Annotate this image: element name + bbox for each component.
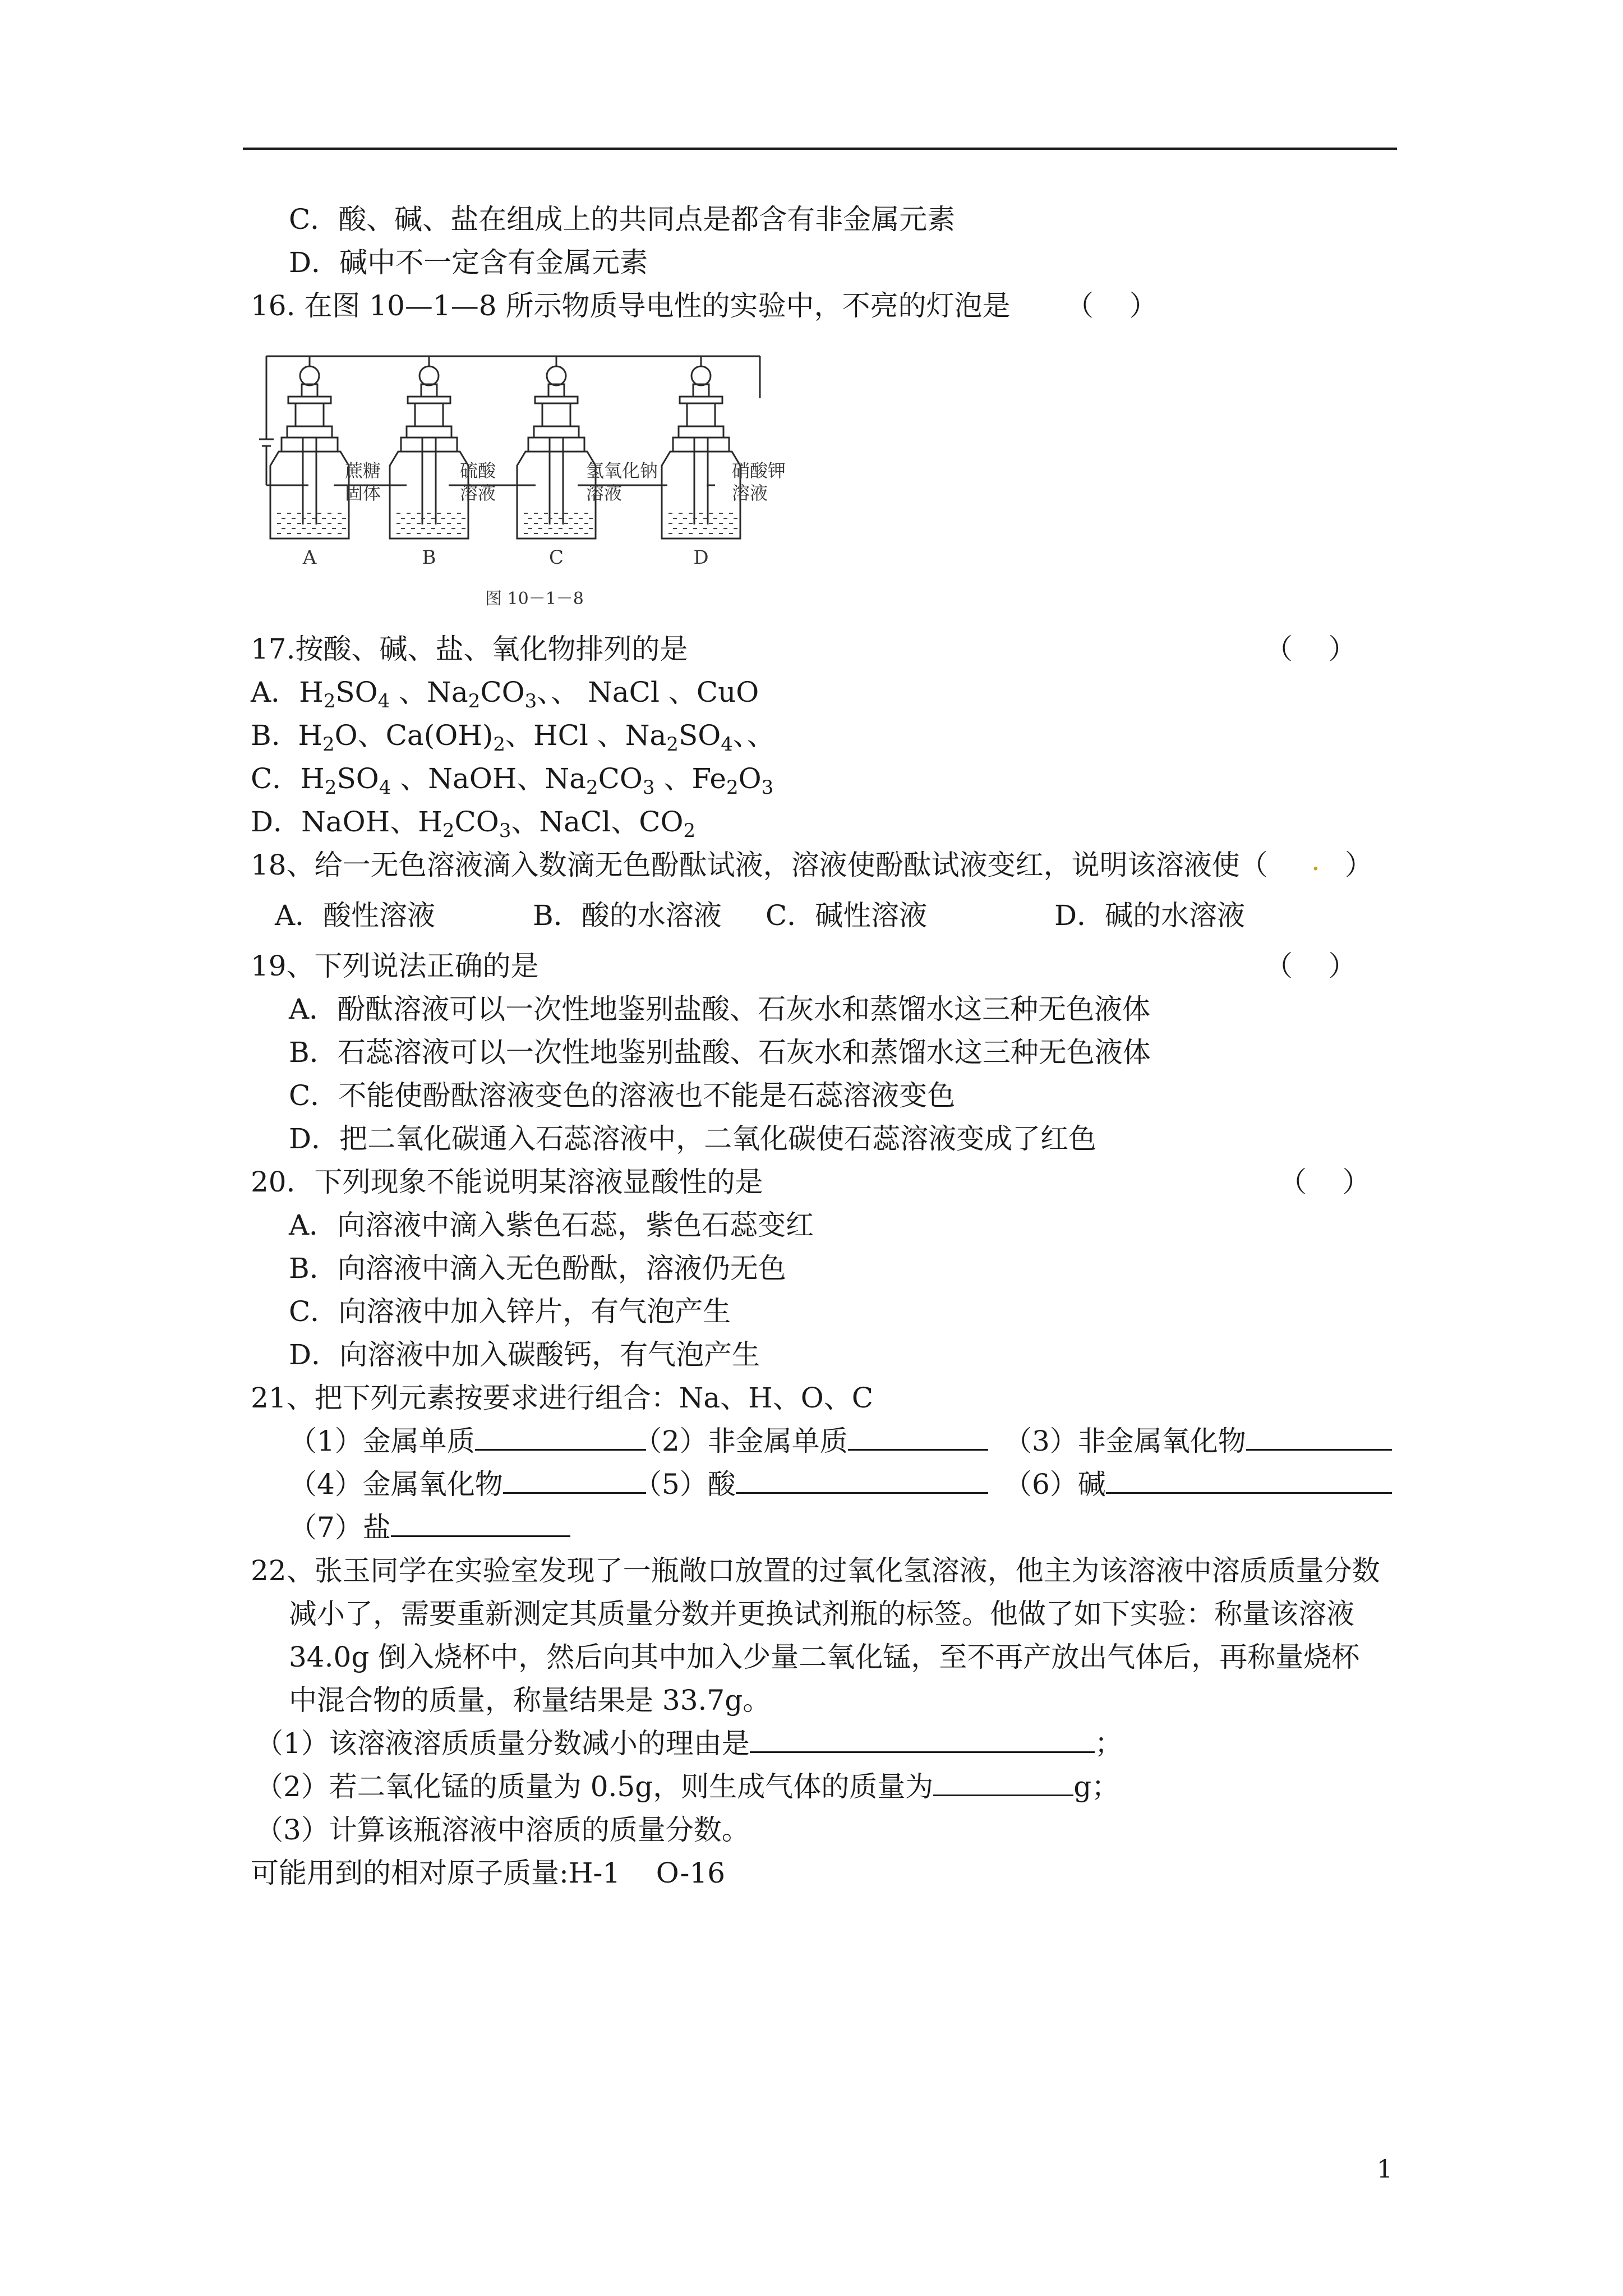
q21-item-6: （6）碱 — [1004, 1467, 1392, 1502]
figure-caption: 图 10－1－8 — [485, 589, 584, 609]
liquid-pattern — [668, 513, 737, 533]
answer-blank[interactable] — [848, 1424, 988, 1451]
bottle-a-text-1: 蔗糖 — [345, 460, 381, 481]
q18-option-b: B．酸的水溶液 — [533, 899, 722, 932]
q17-option-c: C．$H_2SO_4$ 、NaOH、$Na_2CO_3$ 、$Fe_2O_3$ — [251, 762, 774, 799]
q21-item-5: （5）酸 — [634, 1467, 988, 1502]
q21-item-2: （2）非金属单质 — [634, 1424, 988, 1458]
q20-stem: 20．下列现象不能说明某溶液显酸性的是 — [251, 1166, 763, 1198]
q20-option-c: C．向溶液中加入锌片，有气泡产生 — [289, 1295, 731, 1328]
q20-option-b: B．向溶液中滴入无色酚酞，溶液仍无色 — [289, 1252, 786, 1285]
bottle-icon — [270, 426, 349, 539]
bulb-icon — [680, 356, 722, 426]
answer-blank[interactable] — [475, 1424, 646, 1451]
q20-option-d: D．向溶液中加入碳酸钙，有气泡产生 — [289, 1338, 760, 1371]
q18-option-d: D．碱的水溶液 — [1054, 899, 1246, 932]
bottle-label-d: D — [693, 546, 709, 569]
answer-blank[interactable] — [391, 1511, 570, 1537]
q17-option-b: B. $H_2O$、$Ca(OH)_2$、HCl 、$Na_2SO_4$、、 — [251, 719, 775, 756]
q21-item-7: （7）盐 — [289, 1510, 570, 1545]
q17-answer-paren: （ ） — [1265, 633, 1357, 665]
bottle-d-text-1: 硝酸钾 — [732, 460, 786, 481]
q19-option-a: A．酚酞溶液可以一次性地鉴别盐酸、石灰水和蒸馏水这三种无色液体 — [289, 993, 1151, 1025]
page-number: 1 — [1377, 2155, 1393, 2184]
q22-line-2: 减小了，需要重新测定其质量分数并更换试剂瓶的标签。他做了如下实验：称量该溶液 — [289, 1598, 1354, 1630]
liquid-pattern — [396, 513, 465, 533]
bottle-icon — [662, 426, 740, 539]
bottle-b-text-2: 溶液 — [460, 482, 496, 504]
liquid-pattern — [277, 513, 346, 533]
bottle-d-text-2: 溶液 — [732, 482, 768, 504]
q20-answer-paren: （ ） — [1279, 1166, 1371, 1198]
q21-stem: 21、把下列元素按要求进行组合：Na、H、O、C — [251, 1382, 874, 1414]
bottle-c-text-2: 溶液 — [586, 482, 623, 504]
bulb-icon — [288, 356, 331, 426]
q18-dot: . — [1311, 844, 1320, 877]
q15-option-d: D．碱中不一定含有金属元素 — [289, 246, 648, 279]
q22-sub-3: （3）计算该瓶溶液中溶质的质量分数。 — [255, 1814, 750, 1846]
q21-item-3: （3）非金属氧化物 — [1004, 1424, 1392, 1458]
q17-option-a: A．$H_2SO_4$ 、$Na_2CO_3$、、 NaCl 、CuO — [251, 676, 759, 712]
q22-line-3: 34.0g 倒入烧杯中，然后向其中加入少量二氧化锰，至不再产放出气体后，再称量烧杯 — [289, 1641, 1360, 1673]
answer-blank[interactable] — [1106, 1467, 1392, 1494]
q19-stem: 19、下列说法正确的是 — [251, 950, 539, 982]
q22-sub-1: （1）该溶液溶质质量分数减小的理由是 ； — [255, 1727, 1123, 1760]
answer-blank[interactable] — [1246, 1424, 1392, 1451]
q21-item-1: （1）金属单质 — [289, 1424, 646, 1458]
q17-option-d: D．NaOH、$H_2CO_3$、NaCl、$CO_2$ — [251, 806, 696, 842]
q19-answer-paren: （ ） — [1265, 950, 1357, 982]
bottles — [270, 426, 740, 539]
bottle-c-text-1: 氢氧化钠 — [586, 460, 658, 481]
q19-option-d: D．把二氧化碳通入石蕊溶液中，二氧化碳使石蕊溶液变成了红色 — [289, 1122, 1097, 1155]
q16-stem: 16. 在图 10—1—8 所示物质导电性的实验中，不亮的灯泡是 — [251, 289, 1011, 322]
bottle-label-a: A — [302, 546, 317, 569]
q16-answer-paren: （ ） — [1066, 289, 1158, 322]
bottle-icon — [390, 426, 468, 539]
answer-blank[interactable] — [503, 1467, 646, 1494]
answer-blank[interactable] — [736, 1467, 988, 1494]
q22-line-4: 中混合物的质量，称量结果是 33.7g。 — [289, 1684, 771, 1717]
conductivity-figure — [258, 345, 852, 614]
answer-blank[interactable] — [933, 1770, 1073, 1796]
q17-stem: 17.按酸、碱、盐、氧化物排列的是 — [251, 633, 688, 665]
bottle-b-text-1: 硫酸 — [460, 460, 496, 481]
q21-item-4: （4）金属氧化物 — [289, 1467, 646, 1502]
q19-option-c: C．不能使酚酞溶液变色的溶液也不能是石蕊溶液变色 — [289, 1079, 956, 1112]
atomic-mass-note: 可能用到的相对原子质量:H-1 O-16 — [251, 1857, 726, 1889]
bulb-icon — [535, 356, 578, 426]
q19-option-b: B．石蕊溶液可以一次性地鉴别盐酸、石灰水和蒸馏水这三种无色液体 — [289, 1036, 1151, 1069]
bottle-label-c: C — [548, 546, 564, 569]
q22-sub-2: （2）若二氧化锰的质量为 0.5g，则生成气体的质量为 g； — [255, 1770, 1120, 1803]
q18-stem: 18、给一无色溶液滴入数滴无色酚酞试液，溶液使酚酞试液变红，说明该溶液使（ — [251, 849, 1268, 881]
liquid-pattern — [524, 513, 593, 533]
header-rule — [243, 148, 1397, 150]
q20-option-a: A．向溶液中滴入紫色石蕊，紫色石蕊变红 — [289, 1209, 814, 1241]
answer-blank[interactable] — [750, 1727, 1095, 1753]
q18-option-a: A．酸性溶液 — [275, 899, 436, 932]
bottle-a-text-2: 固体 — [345, 482, 381, 504]
bulb-icon — [408, 356, 450, 426]
q18-option-c: C．碱性溶液 — [766, 899, 928, 932]
q18-paren-close: ） — [1345, 849, 1373, 881]
bottle-label-b: B — [422, 546, 436, 569]
q15-option-c: C．酸、碱、盐在组成上的共同点是都含有非金属元素 — [289, 203, 956, 236]
bottle-icon — [517, 426, 596, 539]
q22-line-1: 22、张玉同学在实验室发现了一瓶敞口放置的过氧化氢溶液，他主为该溶液中溶质质量分数 — [251, 1554, 1380, 1587]
